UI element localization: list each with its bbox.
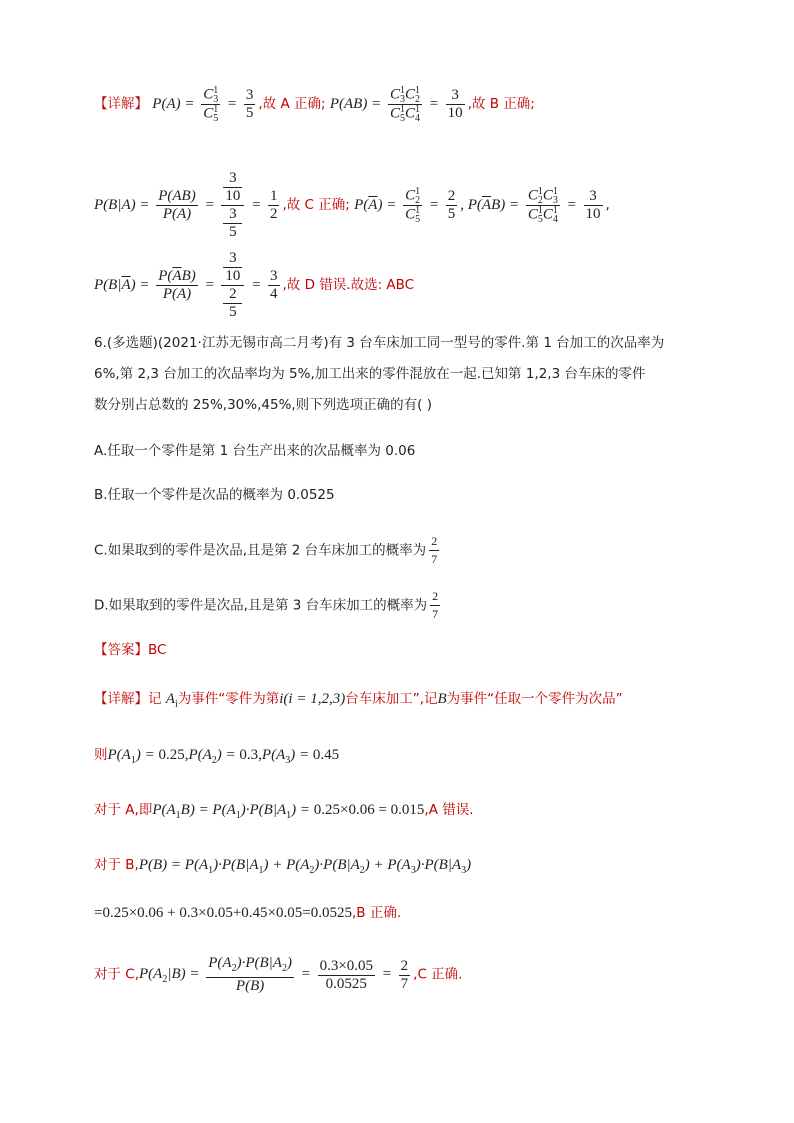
formula-pba: P(B|A) = $\frac{P(AB)}{P(A)}$ = 3 10 3 5 = $\frac{1}{2}$ <box>94 170 278 240</box>
formula-pab: P(AB) = C 1 3 C 1 2 C 1 5 C 1 4 = $\frac{3}{10}$ <box>329 85 463 124</box>
detail-line-4: 【详解】记 $A_i$为事件“零件为第i(i = 1,2,3)台车床加工”,记B为事件“任取一个零件为次品” <box>94 691 623 710</box>
detail6-t2: ,A 错误. <box>424 802 474 818</box>
detail6-t1: 对于 A,即 <box>94 802 153 818</box>
detail7-t1: 对于 B, <box>94 857 139 873</box>
detail-c-correct: ,故 C 正确; <box>282 196 350 213</box>
detail-tag: 【详解】 <box>94 95 148 112</box>
detail-tag-2: 【详解】 <box>94 691 148 707</box>
detail8-t2: ,B 正确. <box>351 905 402 921</box>
comma: , <box>605 196 610 213</box>
option-d <box>94 588 443 623</box>
detail-line-9: 对于 $C,P(A_2|B)$ = $\frac{P(A_2)\cdot P(B|A_2)}{P(B)}$ = $\frac{0.3\times 0.05}{0.0525}$ = $\frac{2}{7}$ ,C 正确. <box>94 955 463 994</box>
detail-line-8: =0.25×0.06 + 0.3×0.05+0.45×0.05=0.0525,B 正确. <box>94 905 402 921</box>
detail-d-wrong: ,故 D 错误.故选: ABC <box>282 276 415 293</box>
detail-line-3 <box>94 250 414 321</box>
option-c <box>94 533 442 568</box>
detail4-t4: 为事件“任取一个零件为次品” <box>446 691 623 707</box>
detail-b-correct: ,故 B 正确; <box>467 95 535 112</box>
option-d-text: D.如果取到的零件是次品,且是第 3 台车床加工的概率为 <box>94 597 428 614</box>
detail-line-7: 对于 $B,P(B) = P(A_1)\cdot P(B|A_1) + P(A_2)\cdot P(B|A_2) + P(A_3)\cdot P(B|A_3)$ <box>94 857 472 876</box>
answer-value: BC <box>148 642 167 658</box>
detail4-t2: 为事件“零件为第 <box>177 691 280 707</box>
detail9-t2: ,C 正确. <box>413 966 463 983</box>
question-line-3: 数分别占总数的 25%,30%,45%,则下列选项正确的有( ) <box>94 397 433 413</box>
formula-pa: P(A) = C 1 3 C 1 5 = $\frac{3}{5}$ <box>152 85 254 124</box>
detail-line-1 <box>94 86 535 123</box>
detail4-t1: 记 <box>148 691 162 707</box>
option-a: A.任取一个零件是第 1 台生产出来的次品概率为 0.06 <box>94 443 416 459</box>
formula-pbabar: $P(B|\overline{A})$ = $\frac{P(\overline{A}B)}{P(\overline{A})}$ = 3 10 2 5 = $\frac{3}{4}$ <box>94 250 278 320</box>
detail-line-2 <box>94 170 610 241</box>
option-c-fraction: $\frac{2}{7}$ <box>431 534 438 566</box>
question-line-2: 6%,第 2,3 台加工的次品率均为 5%,加工出来的零件混放在一起.已知第 1,2,3 台车床的零件 <box>94 366 646 382</box>
option-b: B.任取一个零件是次品的概率为 0.0525 <box>94 487 335 503</box>
detail-line-5: 则$P(A_1) = 0.25,P(A_2) = 0.3,P(A_3) = 0.45$ <box>94 747 340 766</box>
detail5-t1: 则 <box>94 747 108 763</box>
answer-line <box>94 640 166 660</box>
detail4-t3: 台车床加工”,记 <box>345 691 438 707</box>
detail-a-correct: ,故 A 正确; <box>258 95 326 112</box>
formula-pabar: $P(\overline{A})$ = C 1 2 C 1 5 = $\frac{2}{5}$ , $P(\overline{A}B)$ = C 1 2 C 1 3 C 1 5 C 1 4 = $\frac{3}{10}$ <box>354 186 601 225</box>
answer-tag: 【答案】 <box>94 642 148 658</box>
detail9-t1: 对于 C, <box>94 966 140 983</box>
option-d-fraction: $\frac{2}{7}$ <box>432 589 439 621</box>
question-line-1: 6.(多选题)(2021·江苏无锡市高二月考)有 3 台车床加工同一型号的零件.第 1 台加工的次品率为 <box>94 335 665 351</box>
option-c-text: C.如果取到的零件是次品,且是第 2 台车床加工的概率为 <box>94 542 427 559</box>
detail-line-6: 对于 A,即$P(A_1B) = P(A_1)\cdot P(B|A_1) = 0.25\times 0.06 = 0.015,A$ 错误. <box>94 802 474 821</box>
